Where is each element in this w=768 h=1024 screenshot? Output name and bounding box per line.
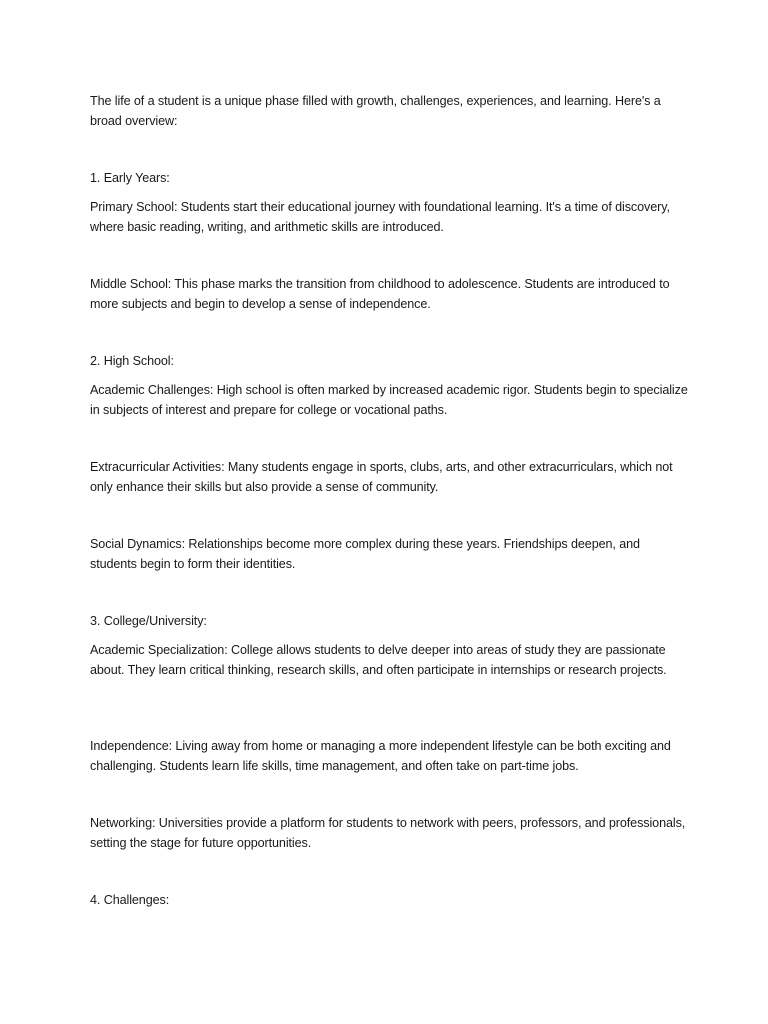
paragraph-social-dynamics: Social Dynamics: Relationships become more complex during these years. Friendships deepen, and students begin to form their identities.: [90, 537, 640, 571]
paragraph-academic-specialization: Academic Specialization: College allows students to delve deeper into areas of study they are passionate about. They learn critical thinking, research skills, and often participate in internships or research projects.: [90, 643, 667, 677]
paragraph-networking: Networking: Universities provide a platform for students to network with peers, professors, and professionals, setting the stage for future opportunities.: [90, 816, 686, 850]
section-heading-high-school: 2. High School:: [90, 354, 174, 368]
paragraph-academic-challenges: Academic Challenges: High school is often marked by increased academic rigor. Students begin to specialize in subjects of interest and prepare for college or vocational paths.: [90, 383, 688, 417]
paragraph-independence: Independence: Living away from home or managing a more independent lifestyle can be both exciting and challenging. Students learn life skills, time management, and often take on part-time jobs.: [90, 739, 671, 773]
section-heading-challenges: 4. Challenges:: [90, 893, 170, 907]
section-heading-early-years: 1. Early Years:: [90, 171, 170, 185]
paragraph-primary-school: Primary School: Students start their educational journey with foundational learning. It's a time of discovery, where basic reading, writing, and arithmetic skills are introduced.: [90, 200, 670, 234]
intro-paragraph: The life of a student is a unique phase filled with growth, challenges, experiences, and learning. Here's a broad overview:: [90, 94, 661, 128]
section-heading-college: 3. College/University:: [90, 614, 207, 628]
paragraph-middle-school: Middle School: This phase marks the transition from childhood to adolescence. Students are introduced to more subjects and begin to develop a sense of independence.: [90, 277, 670, 311]
paragraph-extracurricular: Extracurricular Activities: Many students engage in sports, clubs, arts, and other extracurriculars, which not only enhance their skills but also provide a sense of community.: [90, 460, 673, 494]
